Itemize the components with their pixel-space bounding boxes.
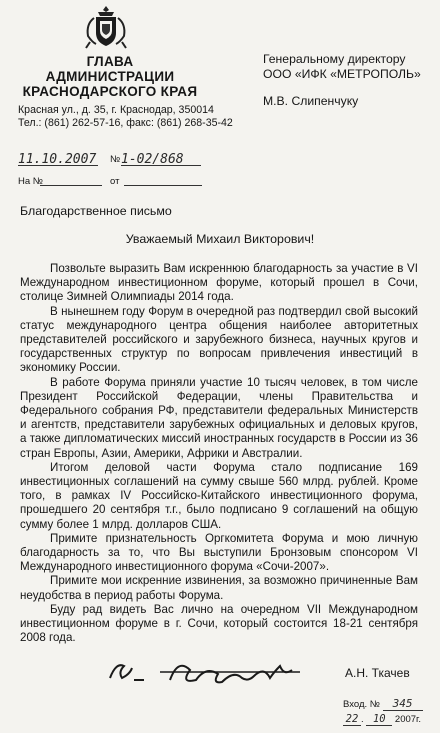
signatory-name: А.Н. Ткачев: [345, 666, 410, 680]
incoming-date-day: 22: [343, 713, 361, 726]
outgoing-number-label: №: [110, 154, 121, 165]
paragraph: Позвольте выразить Вам искреннюю благодарность за участие в VI Международном инвестиционном форуме, который прошел в Сочи, столице Зимней Олимпиады 2014 года.: [20, 262, 418, 304]
coat-of-arms-emblem: [82, 4, 130, 50]
incoming-number: 345: [383, 697, 423, 711]
recipient-company: ООО «ИФК «МЕТРОПОЛЬ»: [263, 67, 421, 81]
paragraph: Примите признательность Оргкомитета Форума и мою личную благодарность за то, что Вы выступили Бронзовым спонсором VI Международного инвестиционного форума «Сочи-2007».: [20, 531, 418, 574]
org-title-line1: ГЛАВА: [86, 54, 134, 69]
org-title-line2: АДМИНИСТРАЦИИ: [45, 69, 175, 84]
org-address: Красная ул., д. 35, г. Краснодар, 350014: [18, 104, 214, 116]
reference-date-label: от: [110, 176, 120, 187]
recipient-position: Генеральному директору: [263, 52, 406, 66]
salutation: Уважаемый Михаил Викторович!: [125, 232, 315, 246]
reference-date-field: [124, 175, 202, 186]
handwritten-signature: [100, 650, 330, 690]
outgoing-date-field: [18, 150, 98, 166]
org-title-line3: КРАСНОДАРСКОГО КРАЯ: [22, 84, 198, 99]
recipient-name: М.В. Слипенчуку: [263, 94, 359, 108]
paragraph: В нынешнем году Форум в очередной раз подтвердил свой высокий статус международного центра общения наиболее авторитетных представителей российского и зарубежного бизнеса, научных кругов и государственных структур по вопросам привлечения инвестиций в экономику России.: [20, 304, 418, 375]
incoming-date: 22 . 10 2007г.: [343, 713, 438, 726]
org-phone: Тел.: (861) 262-57-16, факс: (861) 268-35-42: [18, 117, 233, 129]
incoming-label: Вход. №: [343, 699, 380, 710]
outgoing-number-field: [121, 150, 201, 166]
paragraph: В работе Форума приняли участие 10 тысяч человек, в том числе Президент Российской Федерации, члены Правительства и Федерального собрания РФ, представители федеральных Министерств и агентств, представители зарубежных официальных и деловых кругов, а также дипломатических миссий иностранных государств в России из 36 стран Европы, Азии, Америки, Африки и Австралии.: [20, 375, 418, 460]
outgoing-number: 1-02/868: [121, 152, 184, 167]
paragraph: Итогом деловой части Форума стало подписание 169 инвестиционных соглашений на сумму свыше 560 млрд. рублей. Кроме того, в рамках IV Российско-Китайского инвестиционного форума, прошедшего 20 сентября т.г., было подписано 9 соглашений на общую сумму более 1 млрд. долларов США.: [20, 460, 418, 531]
letter-body: [20, 262, 418, 645]
paragraph: Буду рад видеть Вас лично на очередном VII Международном инвестиционном форуме в г. Сочи, который состоится 18-21 сентября 2008 года.: [20, 602, 418, 645]
incoming-stamp: [343, 697, 433, 711]
outgoing-date: 11.10.2007: [18, 152, 97, 167]
incoming-date-year: 2007г.: [394, 714, 422, 725]
document-type: Благодарственное письмо: [20, 204, 172, 218]
incoming-date-month: 10: [366, 713, 392, 726]
paragraph: Примите мои искренние извинения, за возможно причиненные Вам неудобства в период работы Форума.: [20, 574, 418, 602]
reference-number-label: На №: [18, 176, 43, 187]
reference-number-field: [40, 175, 102, 186]
